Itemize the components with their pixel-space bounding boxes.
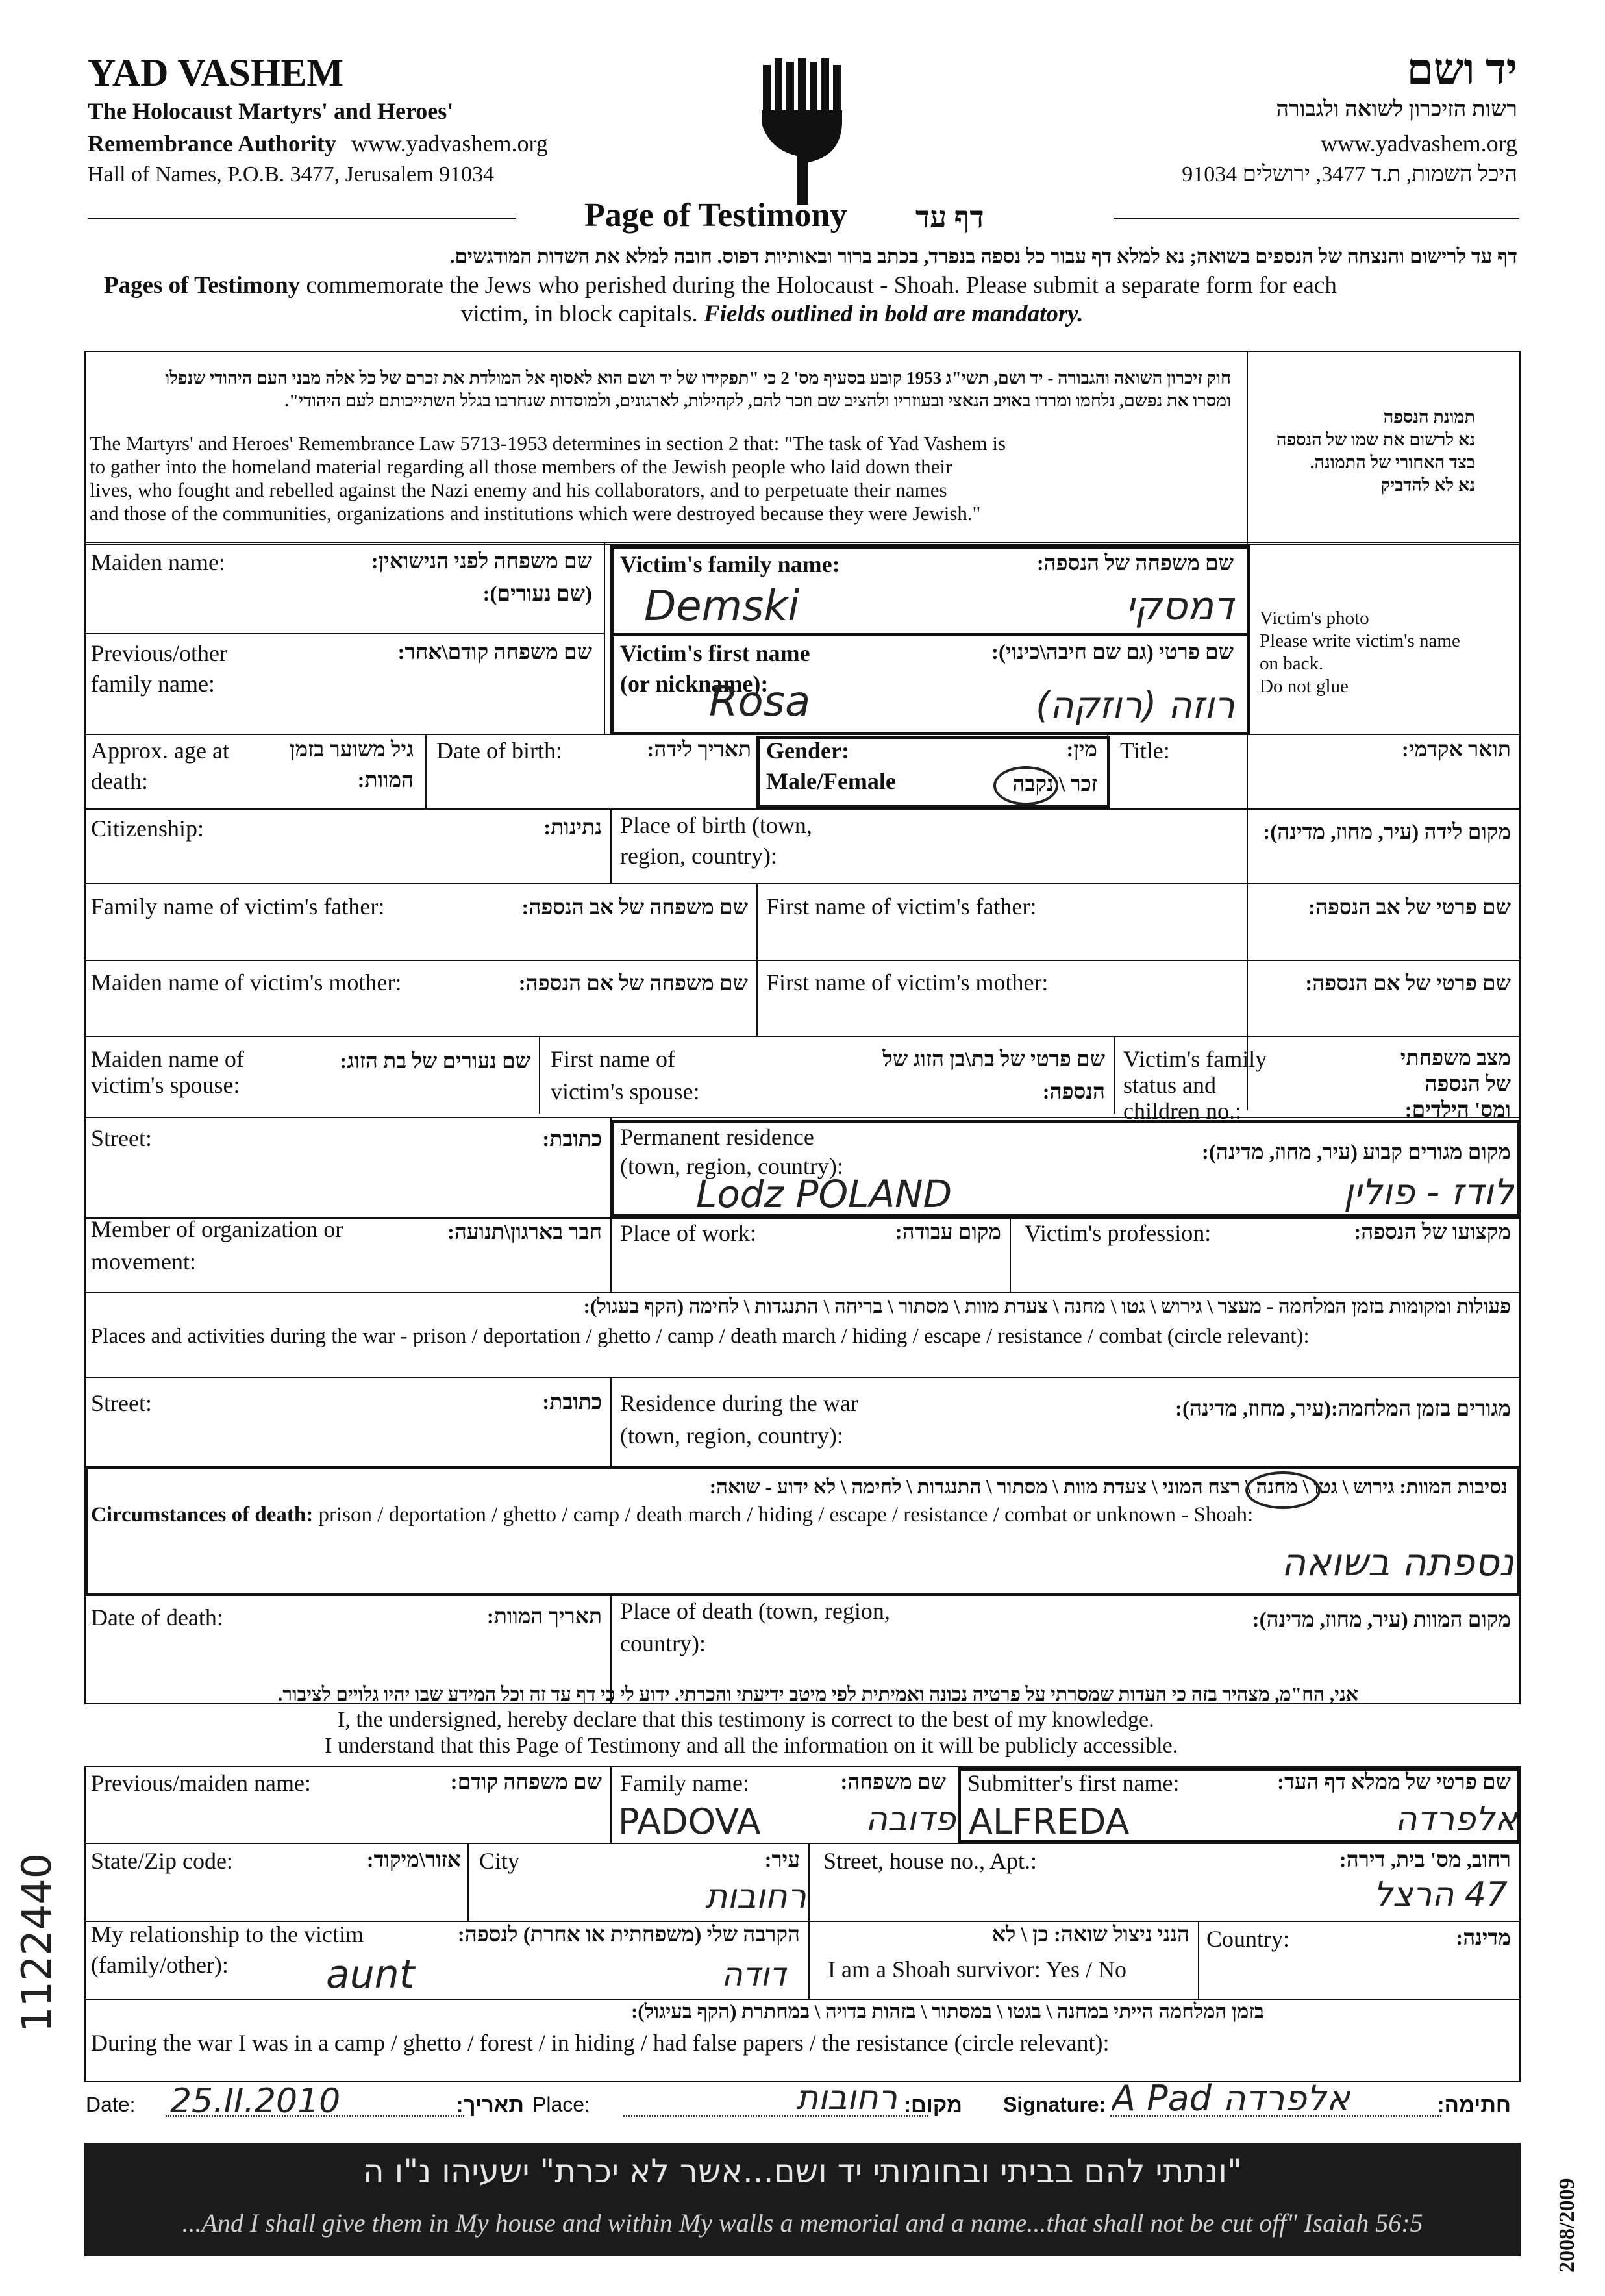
divider-v14 [808, 1843, 810, 1921]
divider-h6 [84, 1036, 1521, 1037]
age-heb-1: גיל משוער בזמן [290, 738, 414, 762]
yad-vashem-logo [756, 58, 847, 208]
intro-en-rest: commemorate the Jews who perished during the Holocaust - Shoah. Please submit a separate form for each [300, 272, 1337, 299]
intro-en-bold: Pages of Testimony [104, 272, 301, 299]
declaration-heb: אני, הח"מ, מצהיר בזה כי העדות שמסרתי על פרטיה נכונה ואמיתית לפי מיטב ידיעתי והכרתי. ידוע לי כי דף עד זה וכל המידע שבו יהיו גלויים לציבור. [277, 1684, 1358, 1705]
org-line2-text: Remembrance Authority [88, 131, 336, 156]
logo-base [762, 110, 842, 205]
victim-first-input[interactable] [708, 675, 905, 729]
date-heb: תאריך: [456, 2093, 524, 2117]
pod-label-2: country): [620, 1630, 706, 1656]
sub-prev-heb: שם משפחה קודם: [450, 1771, 602, 1794]
gender-female-circle[interactable] [993, 766, 1058, 805]
law-en-line4: and those of the communities, organizations and institutions which were destroyed because they were Jewish." [90, 502, 981, 525]
divider-v10 [610, 1377, 612, 1466]
war-street-heb: כתובת: [542, 1391, 602, 1414]
deportation-circle[interactable] [1245, 1471, 1321, 1509]
date-line [166, 2115, 464, 2117]
sub-first-heb-input[interactable] [1350, 1795, 1519, 1843]
survivor-heb: הנני ניצול שואה: כן \ לא [991, 1923, 1189, 1947]
family-status-heb-1: מצב משפחתי [1400, 1047, 1511, 1070]
street-apt-label: Street, house no., Apt.: [823, 1848, 1037, 1874]
divider-v1 [604, 542, 605, 734]
intro-en-line2 [461, 300, 1084, 328]
dod-heb: תאריך המוות: [486, 1605, 602, 1628]
form-title-heb: דף עד [915, 201, 984, 234]
victim-name-divider [610, 633, 1250, 636]
relation-label-2: (family/other): [91, 1952, 229, 1978]
perm-res-heb: מקום מגורים קבוע (עיר, מחוז, מדינה): [1201, 1141, 1511, 1164]
place-label: Place: [532, 2093, 590, 2116]
law-en-line2: to gather into the homeland material regarding all those members of the Jewish people who laid down their [90, 455, 952, 478]
logo-flame-4 [798, 58, 806, 110]
sub-war-label: During the war I was in a camp / ghetto / forest / in hiding / had false papers / the resistance (circle relevant): [91, 2030, 1110, 2056]
side-file-number: 1122440 [13, 1853, 60, 2032]
footer-quote-en: ...And I shall give them in My house and within My walls a memorial and a name...that shall not be cut off" Isaiah 56:5 [182, 2208, 1423, 2238]
photo-heb1: תמונת הנספה [1383, 407, 1475, 427]
country-label: Country: [1206, 1926, 1290, 1952]
survivor-label: I am a Shoah survivor: Yes / No [828, 1956, 1126, 1982]
org-label-2: movement: [91, 1249, 196, 1275]
intro-en-line2-text: victim, in block capitals. [461, 301, 704, 327]
divider-v15 [808, 1921, 810, 1999]
header-rule-left [88, 218, 516, 219]
family-status-label-3: children no.: [1123, 1098, 1241, 1124]
org-line2 [88, 130, 548, 157]
street-apt-heb: רחוב, מס' בית, דירה: [1339, 1849, 1511, 1872]
dob-heb: תאריך לידה: [647, 738, 751, 762]
mother-first-label: First name of victim's mother: [766, 969, 1049, 995]
org-url[interactable]: www.yadvashem.org [351, 131, 548, 156]
place-heb: מקום: [904, 2093, 962, 2117]
profession-label: Victim's profession: [1025, 1220, 1212, 1246]
family-status-heb-2: של הנספה [1425, 1073, 1511, 1096]
header-rule-right [1114, 218, 1519, 219]
divider-v4 [610, 808, 612, 883]
intro-mandatory-note: Fields outlined in bold are mandatory. [704, 301, 1084, 327]
divider-v16 [1198, 1921, 1199, 1999]
pob-label-1: Place of birth (town, [620, 812, 812, 838]
family-status-heb-3: ומס' הילדים: [1404, 1099, 1511, 1122]
law-en-line3: lives, who fought and rebelled against the Nazi enemy and his collaborators, and to perpetuate their names [90, 479, 947, 501]
street-apt-input[interactable] [1221, 1871, 1509, 1918]
pod-label-1: Place of death (town, region, [620, 1598, 890, 1624]
war-res-heb: מגורים בזמן המלחמה:(עיר, מחוז, מדינה): [1175, 1397, 1511, 1421]
war-res-label-2: (town, region, country): [620, 1423, 843, 1449]
relation-heb-input[interactable] [623, 1951, 788, 1998]
intro-heb: דף עד לרישום והנצחה של הנספים בשואה; נא למלא דף עבור כל נספה בנפרד, בכתב ברור ובאותיות דפוס. חובה למלא את השדות המודגשים. [449, 245, 1517, 268]
sub-family-heb: שם משפחה: [840, 1771, 946, 1794]
sub-war-heb: בזמן המלחמה הייתי במחנה \ בגטו \ במסתור \ בזהות בדויה \ במחתרת (הקף בעיגול): [630, 2000, 1264, 2023]
victim-family-heb: שם משפחה של הנספה: [1036, 552, 1234, 575]
divider-v6 [539, 1036, 540, 1114]
citizenship-heb: נתינות: [543, 816, 602, 840]
pod-heb: מקום המוות (עיר, מחוז, מדינה): [1252, 1608, 1511, 1632]
law-heb-line1: חוק זיכרון השואה והגבורה - יד ושם, תשי"ג 1953 קובע בסעיף מס' 2 כי "תפקידו של יד ושם הוא לאסוף אל המולדת את זכרם של כל אלה מבני העם היהודי שנפלו [165, 368, 1231, 388]
divider-v9 [1010, 1217, 1011, 1292]
heb-address: היכל השמות, ת.ד 3477, ירושלים 91034 [1182, 162, 1517, 186]
family-status-label-2: status and [1123, 1072, 1216, 1098]
circumstances-input[interactable] [1071, 1536, 1515, 1589]
circumstances-label-rest: prison / deportation / ghetto / camp / death march / hiding / escape / resistance / combat or unknown - Shoah: [313, 1503, 1254, 1527]
war-street-label: Street: [91, 1390, 152, 1416]
spouse-first-heb-1: שם פרטי של בת\בן הזוג של [882, 1048, 1105, 1071]
relation-label-1: My relationship to the victim [91, 1921, 364, 1947]
victim-family-input[interactable] [643, 580, 918, 633]
divider-h5 [84, 960, 1521, 961]
photo-en4: Do not glue [1260, 676, 1349, 697]
zip-heb: אזור\מיקוד: [366, 1849, 461, 1872]
org-heb: חבר בארגון\תנועה: [447, 1221, 602, 1244]
divider-v13 [467, 1843, 469, 1921]
heb-org-name: יד ושם [1406, 46, 1517, 94]
sub-first-input[interactable] [967, 1799, 1243, 1844]
logo-flame-2 [775, 58, 782, 110]
mother-maiden-heb: שם משפחה של אם הנספה: [518, 972, 748, 995]
date-input[interactable] [169, 2078, 431, 2125]
divider-h3 [84, 808, 1521, 810]
father-first-heb: שם פרטי של אב הנספה: [1308, 896, 1511, 919]
circumstances-label-bold: Circumstances of death: [91, 1503, 314, 1527]
sub-family-heb-input[interactable] [818, 1795, 957, 1843]
divider-h10 [84, 1377, 1521, 1378]
prev-family-heb: שם משפחה קודם\אחר: [397, 641, 592, 664]
org-line1: The Holocaust Martyrs' and Heroes' [88, 98, 454, 124]
logo-flame-7 [833, 65, 841, 110]
zip-label: State/Zip code: [91, 1848, 233, 1874]
declaration-line1: I, the undersigned, hereby declare that this testimony is correct to the best of my knowledge. [338, 1708, 1154, 1732]
war-places-heb: פעולות ומקומות בזמן המלחמה - מעצר \ גירוש \ גטו \ מחנה \ צעדת מוות \ מסתור \ בריחה \ התנגדות \ לחימה (הקף בעגול): [583, 1295, 1511, 1317]
form-code: 2008/2009 [1555, 2178, 1579, 2273]
spouse-first-heb-2: הנספה: [1042, 1080, 1105, 1104]
citizenship-label: Citizenship: [91, 816, 204, 842]
gender-options-heb: זכר \ נקבה [1012, 773, 1097, 796]
circumstances-heb: נסיבות המוות: גירוש \ גטו \ מחנה \ רצח המוני \ צעדת מוות \ מסתור \ התנגדות \ לחימה \ לא ידוע - שואה: [709, 1475, 1508, 1498]
spouse-first-label-2: victim's spouse: [551, 1079, 700, 1104]
sub-first-label: Submitter's first name: [967, 1770, 1180, 1796]
photo-heb3: בצד האחורי של התמונה. [1310, 453, 1475, 472]
prev-family-label-1: Previous/other [91, 640, 227, 666]
divider-h1 [84, 633, 604, 634]
victim-family-label: Victim's family name: [620, 551, 840, 577]
logo-flame-1 [763, 65, 771, 110]
spouse-maiden-heb: שם נעורים של בת הזוג: [340, 1050, 530, 1073]
photo-en3: on back. [1260, 653, 1324, 674]
victim-first-heb: שם פרטי (גם שם חיבה\כינוי): [991, 641, 1234, 664]
intro-en-line1 [104, 271, 1337, 299]
pob-label-2: region, country): [620, 843, 777, 869]
divider-h7 [84, 1117, 1521, 1118]
photo-en1: Victim's photo [1260, 608, 1369, 629]
sub-family-input[interactable] [617, 1799, 814, 1844]
country-heb: מדינה: [1456, 1927, 1511, 1950]
street-heb: כתובת: [542, 1128, 602, 1151]
perm-residence-heb-input[interactable] [1299, 1166, 1515, 1219]
sub-prev-label: Previous/maiden name: [91, 1770, 311, 1796]
logo-flame-6 [821, 58, 829, 110]
pob-heb: מקום לידה (עיר, מחוז, מדינה): [1263, 821, 1511, 844]
prev-family-label-2: family name: [91, 671, 215, 697]
maiden-name-heb2: (שם נעורים): [482, 582, 592, 606]
heb-url[interactable]: www.yadvashem.org [1321, 131, 1517, 156]
maiden-name-heb: שם משפחה לפני הנישואין: [371, 550, 592, 573]
spouse-maiden-label-2: victim's spouse: [91, 1072, 240, 1098]
perm-res-label-1: Permanent residence [620, 1124, 814, 1150]
profession-heb: מקצועו של הנספה: [1354, 1221, 1511, 1244]
gender-label: Gender: [766, 738, 849, 764]
city-input[interactable] [623, 1873, 808, 1920]
sub-first-heb: שם פרטי של ממלא דף העד: [1277, 1771, 1511, 1794]
org-name: YAD VASHEM [88, 51, 344, 94]
age-label-2: death: [91, 768, 148, 794]
dob-label: Date of birth: [436, 738, 562, 764]
street-label: Street: [91, 1125, 152, 1151]
father-family-label: Family name of victim's father: [91, 893, 385, 919]
form-title: Page of Testimony [584, 197, 847, 234]
work-label: Place of work: [620, 1220, 756, 1246]
law-en-line1: The Martyrs' and Heroes' Remembrance Law 5713-1953 determines in section 2 that: "The task of Yad Vashem is [90, 432, 1006, 455]
divider-v2 [425, 734, 427, 808]
gender-label-2: Male/Female [766, 768, 896, 794]
city-heb: עיר: [764, 1849, 800, 1872]
photo-en2: Please write victim's name [1260, 630, 1460, 651]
divider-v12 [610, 1766, 612, 1843]
place-line [623, 2115, 928, 2117]
signature-label: Signature: [1003, 2093, 1106, 2116]
photo-heb4: נא לא להדביק [1380, 475, 1475, 495]
victim-first-heb-input[interactable] [922, 679, 1236, 732]
spouse-first-label-1: First name of [551, 1046, 675, 1072]
victim-first-label-1: Victim's first name [620, 640, 810, 666]
dod-label: Date of death: [91, 1604, 223, 1630]
victim-family-heb-input[interactable] [1052, 580, 1236, 633]
law-heb-line2: ומסרו את נפשם, נלחמו ומרדו באויב הנאצי ובעוזריו ולהציב שם וזכר להם, לקהילות, לארגונים, ולמוסדות שנחרבו בגלל השתייכותם לעם היהודי". [284, 391, 1231, 410]
declaration-line2: I understand that this Page of Testimony and all the information on it will be publicly accessible. [325, 1734, 1178, 1758]
org-address: Hall of Names, P.O.B. 3477, Jerusalem 91034 [88, 162, 495, 186]
age-heb-2: המוות: [357, 769, 414, 792]
place-input[interactable] [727, 2075, 899, 2121]
maiden-name-label: Maiden name: [91, 549, 225, 575]
logo-flame-5 [810, 62, 817, 110]
footer-quote-heb: "ונתתי להם בביתי ובחומותי יד ושם...אשר לא יכרת" ישעיהו נ"ו ה [363, 2152, 1242, 2190]
org-label-1: Member of organization or [91, 1216, 343, 1242]
photo-heb2: נא לרשום את שמו של הנספה [1276, 430, 1475, 449]
victim-first-label-2: (or nickname): [620, 671, 769, 697]
date-label: Date: [86, 2093, 136, 2116]
divider-h4 [84, 883, 1521, 884]
relation-heb: הקרבה שלי (משפחתית או אחרת) לנספה: [457, 1923, 800, 1947]
age-label-1: Approx. age at [91, 738, 229, 764]
title-label: Title: [1120, 738, 1170, 764]
gender-heb: מין: [1066, 738, 1097, 762]
relation-input[interactable] [325, 1951, 496, 1998]
mother-first-heb: שם פרטי של אם הנספה: [1305, 972, 1511, 995]
perm-res-label-2: (town, region, country): [620, 1153, 843, 1179]
city-label: City [479, 1848, 520, 1874]
signature-line [1110, 2115, 1441, 2117]
perm-residence-input[interactable] [695, 1169, 1152, 1219]
divider-v7 [1114, 1036, 1115, 1114]
heb-org-line1: רשות הזיכרון לשואה ולגבורה [1276, 97, 1517, 121]
signature-heb: חתימה: [1437, 2093, 1511, 2117]
war-places-label: Places and activities during the war - prison / deportation / ghetto / camp / death march / hiding / escape / resistance / combat (circle relevant): [91, 1325, 1310, 1348]
divider-h2 [84, 734, 1521, 735]
logo-flame-3 [786, 62, 794, 110]
title-heb: תואר אקדמי: [1401, 738, 1511, 762]
father-family-heb: שם משפחה של אב הנספה: [521, 896, 748, 919]
divider-h11 [84, 1843, 1521, 1844]
spouse-maiden-label-1: Maiden name of [91, 1046, 244, 1072]
family-status-label-1: Victim's family [1123, 1046, 1267, 1072]
war-res-label-1: Residence during the war [620, 1390, 858, 1416]
mother-maiden-label: Maiden name of victim's mother: [91, 969, 402, 995]
work-heb: מקום עבודה: [895, 1221, 1001, 1244]
sub-family-label: Family name: [620, 1770, 749, 1796]
circumstances-label [91, 1501, 1253, 1529]
father-first-label: First name of victim's father: [766, 893, 1037, 919]
